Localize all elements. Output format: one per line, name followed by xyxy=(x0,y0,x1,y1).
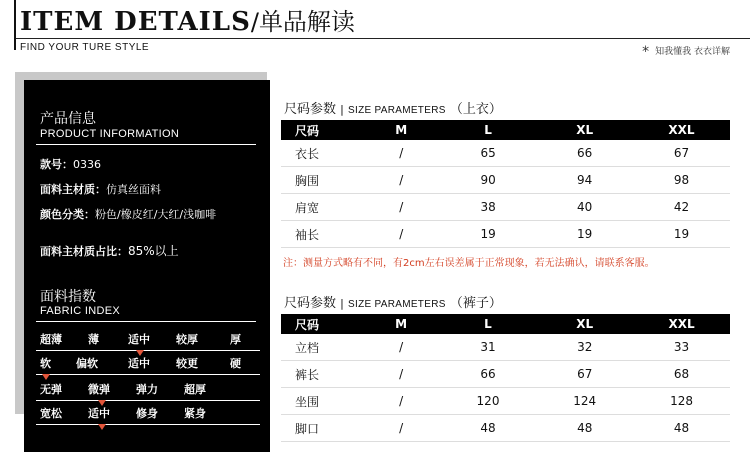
cell: 67 xyxy=(633,140,730,167)
cell: 19 xyxy=(440,221,537,248)
header-cell: XL xyxy=(536,120,633,140)
fabric-option-selected: 适中 xyxy=(88,407,110,420)
row-label: 衣长 xyxy=(281,140,363,167)
top-size-table xyxy=(281,120,730,248)
fabric-option: 硬 xyxy=(230,357,241,370)
cell: / xyxy=(363,194,440,221)
product-line: 面料主材质：仿真丝面料 xyxy=(40,183,161,196)
cell: / xyxy=(363,140,440,167)
product-divider xyxy=(36,144,256,145)
cell: 124 xyxy=(536,388,633,415)
fabric-option: 适中 xyxy=(128,357,150,370)
fabric-row-thickness xyxy=(36,328,260,351)
fabric-option: 超厚 xyxy=(184,383,206,396)
tagline-text: 知我懂我 衣衣详解 xyxy=(655,47,730,57)
cell: 65 xyxy=(440,140,537,167)
cell: 19 xyxy=(536,221,633,248)
fabric-row-fit xyxy=(36,402,260,425)
cell: 31 xyxy=(440,334,537,361)
cell: 98 xyxy=(633,167,730,194)
header-cell: L xyxy=(440,314,537,334)
fabric-option: 偏软 xyxy=(76,357,98,370)
fabric-option: 无弹 xyxy=(40,383,62,396)
cell: 90 xyxy=(440,167,537,194)
table-row xyxy=(281,194,730,221)
fabric-divider xyxy=(36,321,256,322)
cell: / xyxy=(363,415,440,442)
cell: 38 xyxy=(440,194,537,221)
fabric-option-selected: 软 xyxy=(40,357,51,370)
cell: 33 xyxy=(633,334,730,361)
fabric-option: 厚 xyxy=(230,333,241,346)
cell: / xyxy=(363,361,440,388)
cell: 120 xyxy=(440,388,537,415)
header-cell: XXL xyxy=(633,120,730,140)
fabric-option: 超薄 xyxy=(40,333,62,346)
cell: 40 xyxy=(536,194,633,221)
fabric-option: 较更 xyxy=(176,357,198,370)
cell: 94 xyxy=(536,167,633,194)
cell: 48 xyxy=(440,415,537,442)
cell: 68 xyxy=(633,361,730,388)
cell: 66 xyxy=(536,140,633,167)
product-info-title: 产品信息 xyxy=(40,111,96,127)
fabric-index-subtitle: FABRIC INDEX xyxy=(40,305,121,317)
cell: / xyxy=(363,334,440,361)
fabric-selected-marker-icon xyxy=(98,424,106,430)
row-label: 袖长 xyxy=(281,221,363,248)
cell: / xyxy=(363,167,440,194)
cell: 32 xyxy=(536,334,633,361)
header-cell: M xyxy=(363,314,440,334)
product-line: 面料主材质占比：85%以上 xyxy=(40,244,179,258)
table-row xyxy=(281,388,730,415)
header-cell: 尺码 xyxy=(281,120,363,140)
table-row xyxy=(281,221,730,248)
table-row xyxy=(281,415,730,442)
cell: 48 xyxy=(536,415,633,442)
page-subtitle: FIND YOUR TURE STYLE xyxy=(20,42,150,53)
fabric-option: 较厚 xyxy=(176,333,198,346)
row-label: 裤长 xyxy=(281,361,363,388)
header-cell: XL xyxy=(536,314,633,334)
cell: 48 xyxy=(633,415,730,442)
product-line: 颜色分类：粉色/橡皮红/大红/浅咖啡 xyxy=(40,208,217,221)
row-label: 脚口 xyxy=(281,415,363,442)
star-icon: * xyxy=(642,44,650,60)
cell: 66 xyxy=(440,361,537,388)
table-row xyxy=(281,140,730,167)
top-size-title: 尺码参数 | SIZE PARAMETERS （上衣） xyxy=(284,102,502,117)
row-label: 胸围 xyxy=(281,167,363,194)
header-cell: M xyxy=(363,120,440,140)
cell: 42 xyxy=(633,194,730,221)
fabric-row-softness xyxy=(36,352,260,375)
fabric-option: 修身 xyxy=(136,407,158,420)
table-header-row xyxy=(281,120,730,140)
fabric-option-selected: 适中 xyxy=(128,333,150,346)
fabric-row-elasticity xyxy=(36,378,260,401)
header-left-bar xyxy=(0,0,16,50)
title-en: ITEM DETAILS xyxy=(20,7,251,37)
table-row xyxy=(281,361,730,388)
header-cell: L xyxy=(440,120,537,140)
table-row xyxy=(281,167,730,194)
cell: 128 xyxy=(633,388,730,415)
product-line: 款号：0336 xyxy=(40,158,101,171)
header-cell: 尺码 xyxy=(281,314,363,334)
fabric-option-selected: 微弹 xyxy=(88,383,110,396)
row-label: 坐围 xyxy=(281,388,363,415)
header-divider xyxy=(16,38,750,39)
fabric-option: 紧身 xyxy=(184,407,206,420)
header-tagline xyxy=(642,44,730,60)
cell: / xyxy=(363,221,440,248)
table-header-row xyxy=(281,314,730,334)
cell: / xyxy=(363,388,440,415)
fabric-option: 宽松 xyxy=(40,407,62,420)
product-info-subtitle: PRODUCT INFORMATION xyxy=(40,128,180,140)
fabric-option: 弹力 xyxy=(136,383,158,396)
cell: 67 xyxy=(536,361,633,388)
pants-size-table xyxy=(281,314,730,442)
table-row xyxy=(281,334,730,361)
row-label: 立档 xyxy=(281,334,363,361)
measurement-note: 注：测量方式略有不同，有2cm左右误差属于正常现象，若无法确认，请联系客服。 xyxy=(283,258,655,269)
product-panel xyxy=(24,80,270,452)
fabric-option: 薄 xyxy=(88,333,99,346)
cell: 19 xyxy=(633,221,730,248)
page-title xyxy=(20,6,355,38)
pants-size-title: 尺码参数 | SIZE PARAMETERS （裤子） xyxy=(284,296,502,311)
header-cell: XXL xyxy=(633,314,730,334)
fabric-index-title: 面料指数 xyxy=(40,289,96,305)
title-separator: / xyxy=(250,8,259,36)
title-cn: 单品解读 xyxy=(258,8,355,36)
row-label: 肩宽 xyxy=(281,194,363,221)
